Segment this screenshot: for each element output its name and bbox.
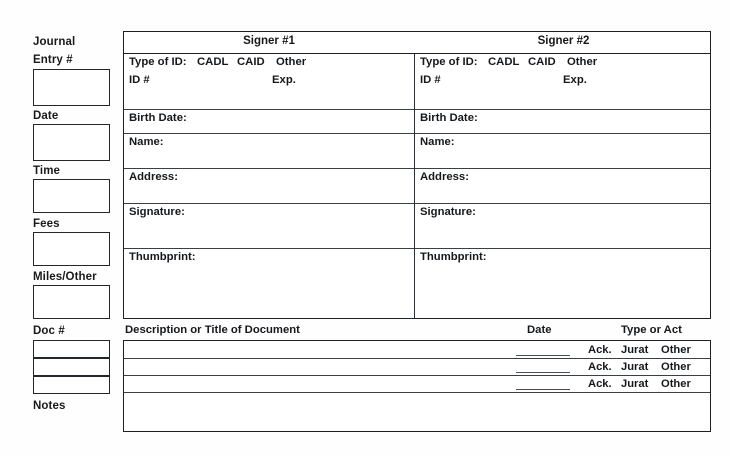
miles-other-input[interactable] (33, 285, 110, 319)
act-option-ack-1[interactable]: Ack. (588, 344, 612, 356)
doc-date-input-1[interactable] (516, 355, 570, 356)
documents-table-header (123, 324, 711, 340)
s2-id-number-label: ID # (420, 74, 441, 86)
signer-2-header: Signer #2 (537, 35, 590, 47)
doc-date-input-2[interactable] (516, 372, 570, 373)
doc-description-input-1[interactable] (126, 342, 496, 357)
s2-thumbprint-input[interactable] (416, 249, 710, 317)
fees-label: Fees (33, 218, 60, 230)
s2-id-option-other[interactable]: Other (567, 56, 598, 68)
s2-thumbprint-label: Thumbprint: (420, 251, 487, 263)
s2-name-input[interactable] (416, 134, 710, 167)
s2-address-input[interactable] (416, 169, 710, 202)
act-option-jurat-3[interactable]: Jurat (621, 378, 649, 390)
signer-column-divider (414, 54, 415, 319)
s2-id-option-cadl[interactable]: CADL (488, 56, 520, 68)
doc-number-input-3[interactable] (33, 376, 110, 394)
notes-input[interactable] (125, 393, 709, 430)
act-option-other-1[interactable]: Other (661, 344, 691, 356)
date-label: Date (33, 110, 59, 122)
act-option-ack-3[interactable]: Ack. (588, 378, 612, 390)
fees-input[interactable] (33, 232, 110, 266)
s2-signature-input[interactable] (416, 204, 710, 247)
s1-signature-input[interactable] (125, 204, 413, 247)
s2-id-exp-label: Exp. (563, 74, 587, 86)
type-or-act-header: Type or Act (621, 324, 682, 336)
s1-birth-date-input[interactable] (125, 110, 413, 132)
act-option-ack-2[interactable]: Ack. (588, 361, 612, 373)
s1-address-input[interactable] (125, 169, 413, 202)
documents-table (123, 340, 711, 432)
s1-type-of-id-label: Type of ID: (129, 56, 187, 68)
s1-id-option-other[interactable]: Other (276, 56, 307, 68)
entry-number-label: Entry # (33, 54, 73, 66)
s1-thumbprint-input[interactable] (125, 249, 413, 317)
doc-description-input-3[interactable] (126, 376, 496, 391)
s1-name-label: Name: (129, 136, 164, 148)
sidebar-fields (0, 0, 122, 456)
s2-birth-date-label: Birth Date: (420, 112, 478, 124)
s1-birth-date-label: Birth Date: (129, 112, 187, 124)
s2-address-label: Address: (420, 171, 469, 183)
divider-header (124, 53, 710, 54)
s1-name-input[interactable] (125, 134, 413, 167)
s1-id-number-label: ID # (129, 74, 150, 86)
s2-birth-date-input[interactable] (416, 110, 710, 132)
act-option-jurat-2[interactable]: Jurat (621, 361, 649, 373)
notes-label: Notes (33, 400, 66, 412)
doc-number-input-2[interactable] (33, 358, 110, 376)
s2-id-option-caid[interactable]: CAID (528, 56, 556, 68)
s1-thumbprint-label: Thumbprint: (129, 251, 196, 263)
act-option-other-3[interactable]: Other (661, 378, 691, 390)
s2-type-of-id-label: Type of ID: (420, 56, 478, 68)
s1-id-option-cadl[interactable]: CADL (197, 56, 229, 68)
journal-label: Journal (33, 36, 76, 48)
date-input[interactable] (33, 124, 110, 161)
act-option-jurat-1[interactable]: Jurat (621, 344, 649, 356)
time-label: Time (33, 165, 61, 177)
doc-description-input-2[interactable] (126, 359, 496, 374)
time-input[interactable] (33, 179, 110, 213)
journal-entry-number-input[interactable] (33, 69, 110, 106)
date-header: Date (527, 324, 552, 336)
s2-signature-label: Signature: (420, 206, 476, 218)
s2-name-label: Name: (420, 136, 455, 148)
doc-number-label: Doc # (33, 325, 65, 337)
description-header: Description or Title of Document (125, 324, 300, 336)
s1-id-exp-label: Exp. (272, 74, 296, 86)
s1-address-label: Address: (129, 171, 178, 183)
doc-number-input-1[interactable] (33, 340, 110, 358)
s1-id-option-caid[interactable]: CAID (237, 56, 265, 68)
s1-signature-label: Signature: (129, 206, 185, 218)
act-option-other-2[interactable]: Other (661, 361, 691, 373)
doc-date-input-3[interactable] (516, 389, 570, 390)
miles-other-label: Miles/Other (33, 271, 97, 283)
signer-1-header: Signer #1 (243, 35, 295, 47)
signers-table (123, 31, 711, 319)
